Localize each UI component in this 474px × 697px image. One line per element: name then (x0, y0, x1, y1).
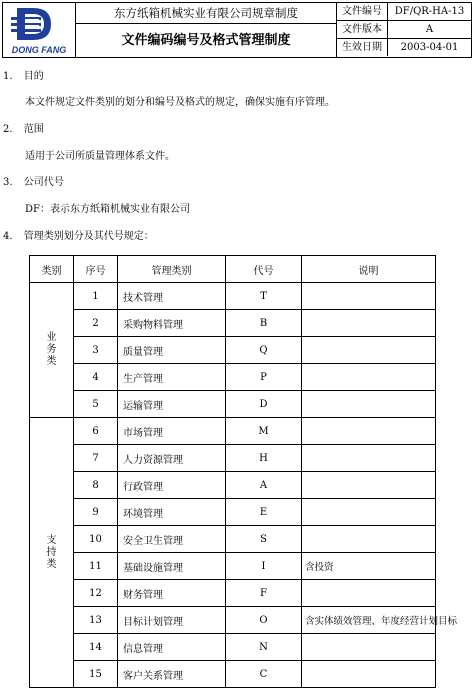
meta-row-doc-number (337, 3, 471, 21)
row-number: 13 (74, 607, 118, 634)
section-4-heading (3, 231, 154, 243)
description-cell (302, 580, 436, 607)
col-header-description: 说明 (302, 256, 436, 283)
meta-value: A (425, 24, 434, 35)
code-cell: E (226, 499, 302, 526)
logo-brand-text: DONG FANG (11, 45, 67, 55)
management-type: 信息管理 (118, 634, 226, 661)
description-cell (302, 472, 436, 499)
code-cell: N (226, 634, 302, 661)
table-row (30, 445, 436, 472)
row-number: 8 (74, 472, 118, 499)
table-row (30, 283, 436, 310)
row-number: 9 (74, 499, 118, 526)
document-header (2, 2, 472, 58)
row-number: 12 (74, 580, 118, 607)
description-cell (302, 526, 436, 553)
description-cell (302, 391, 436, 418)
row-number: 1 (74, 283, 118, 310)
table-body (30, 283, 458, 688)
management-type: 采购物料管理 (118, 310, 226, 337)
description-cell (302, 499, 436, 526)
meta-key: 生效日期 (337, 39, 388, 56)
code-cell: P (226, 364, 302, 391)
table-row (30, 553, 436, 580)
section-number: 2. (3, 124, 13, 135)
code-cell: Q (226, 337, 302, 364)
row-number: 3 (74, 337, 118, 364)
meta-key: 文件版本 (337, 21, 388, 38)
section-3-heading (3, 177, 64, 189)
row-number: 11 (74, 553, 118, 580)
row-number: 10 (74, 526, 118, 553)
code-cell: M (226, 418, 302, 445)
row-number: 6 (74, 418, 118, 445)
table-row (30, 472, 436, 499)
company-logo (3, 3, 76, 57)
section-number: 3. (3, 177, 13, 188)
description-cell (302, 364, 436, 391)
category-label: 支持类 (46, 534, 57, 570)
code-cell: C (226, 661, 302, 688)
category-code-table (29, 255, 458, 688)
code-cell: S (226, 526, 302, 553)
row-number: 14 (74, 634, 118, 661)
description-cell (302, 418, 436, 445)
company-name: 东方纸箱机械实业有限公司规章制度 (76, 3, 336, 24)
section-number: 1. (3, 71, 13, 82)
code-cell: T (226, 283, 302, 310)
meta-value: 2003-04-01 (400, 42, 459, 53)
section-title: 范围 (23, 124, 44, 135)
table-header-row (30, 256, 436, 283)
management-type: 人力资源管理 (118, 445, 226, 472)
table-row (30, 607, 436, 634)
section-title: 公司代号 (23, 177, 64, 188)
row-number: 2 (74, 310, 118, 337)
description-cell (302, 445, 436, 472)
section-1-text: 本文件规定文件类别的划分和编号及格式的规定，确保实施有序管理。 (25, 97, 335, 108)
code-cell: A (226, 472, 302, 499)
code-cell: B (226, 310, 302, 337)
table-row (30, 391, 436, 418)
code-cell: F (226, 580, 302, 607)
category-cell (30, 418, 74, 688)
management-type: 运输管理 (118, 391, 226, 418)
description-cell (302, 283, 436, 310)
section-2-text: 适用于公司所质量管理体系文件。 (25, 151, 175, 162)
management-type: 目标计划管理 (118, 607, 226, 634)
col-header-management-type: 管理类别 (118, 256, 226, 283)
management-type: 技术管理 (118, 283, 226, 310)
table-row (30, 418, 436, 445)
row-number: 15 (74, 661, 118, 688)
description-cell (302, 661, 436, 688)
table-row (30, 661, 436, 688)
table-row (30, 364, 436, 391)
management-type: 行政管理 (118, 472, 226, 499)
row-number: 4 (74, 364, 118, 391)
management-type: 市场管理 (118, 418, 226, 445)
code-cell: O (226, 607, 302, 634)
management-type: 安全卫生管理 (118, 526, 226, 553)
table-row (30, 499, 436, 526)
col-header-code: 代号 (226, 256, 302, 283)
col-header-category: 类别 (30, 256, 74, 283)
description-cell (302, 634, 436, 661)
category-cell (30, 283, 74, 418)
row-number: 7 (74, 445, 118, 472)
document-title: 文件编码编号及格式管理制度 (121, 33, 291, 48)
meta-row-version (337, 21, 471, 39)
management-type: 基础设施管理 (118, 553, 226, 580)
meta-key: 文件编号 (337, 3, 388, 20)
table-row (30, 337, 436, 364)
management-type: 环境管理 (118, 499, 226, 526)
section-1-heading (3, 71, 44, 83)
table-row (30, 526, 436, 553)
section-2-heading (3, 124, 44, 136)
meta-value: DF/QR-HA-13 (394, 6, 465, 17)
section-title: 管理类别划分及其代号规定： (23, 231, 154, 242)
category-label: 业务类 (46, 332, 57, 367)
description-cell: 含实体绩效管理、年度经营计划目标 (302, 607, 436, 634)
description-cell (302, 337, 436, 364)
code-cell: D (226, 391, 302, 418)
section-number: 4. (3, 231, 13, 242)
section-title: 目的 (23, 71, 44, 82)
col-header-number: 序号 (74, 256, 118, 283)
code-cell: H (226, 445, 302, 472)
code-cell: I (226, 553, 302, 580)
management-type: 生产管理 (118, 364, 226, 391)
management-type: 财务管理 (118, 580, 226, 607)
document-meta (337, 3, 471, 57)
table-row (30, 310, 436, 337)
management-type: 客户关系管理 (118, 661, 226, 688)
meta-row-effective-date (337, 39, 471, 56)
row-number: 5 (74, 391, 118, 418)
section-3-text: DF：表示东方纸箱机械实业有限公司 (25, 204, 190, 215)
description-cell: 含投资 (302, 553, 436, 580)
management-type: 质量管理 (118, 337, 226, 364)
table-row (30, 580, 436, 607)
table-row (30, 634, 436, 661)
description-cell (302, 310, 436, 337)
